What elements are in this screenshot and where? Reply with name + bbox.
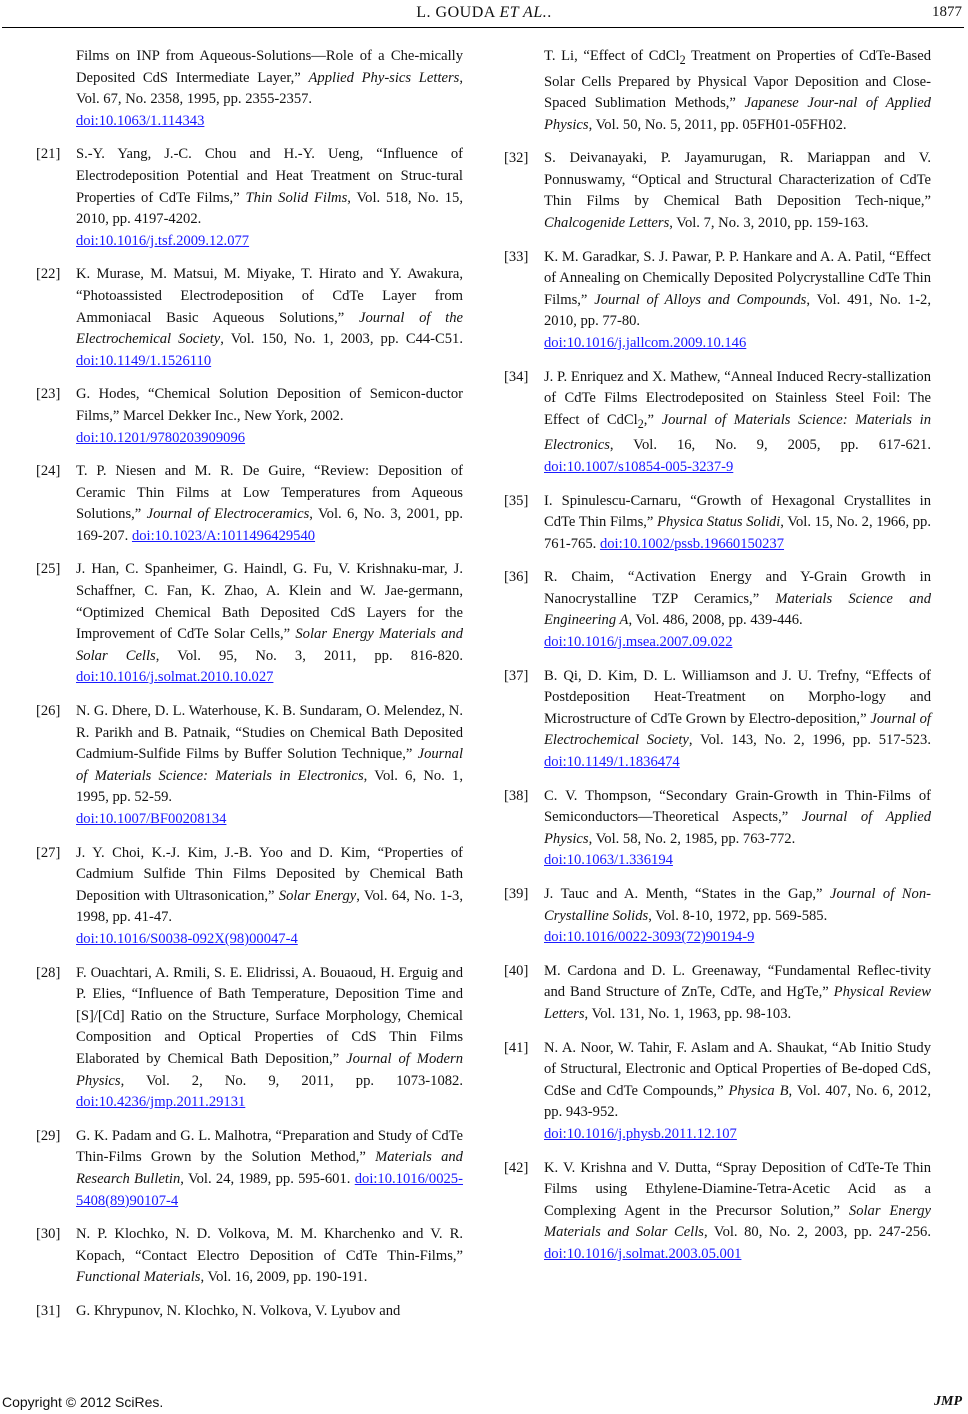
journal-name: Physica Status Solidi (657, 514, 781, 531)
journal-name: Solar Energy Materials and Solar Cells (76, 626, 463, 664)
journal-name: Materials and Research Bulletin (76, 1149, 463, 1187)
journal-name: Physical Review Letters (544, 984, 931, 1022)
journal-name: Journal of Modern Physics (76, 1050, 463, 1089)
reference-number: [39] (504, 886, 529, 902)
reference-item: [24] T. P. Niesen and M. R. De Guire, “Review: Deposition of Ceramic Thin Films at Low Temperatures from Aqueous Solutions,” Journal of Electroceramics, Vol. 6, No. 3, 2001, pp. 169-207. doi:10.1023/A:1011496429540 (36, 463, 463, 544)
reference-number: [25] (36, 561, 61, 578)
doi-link[interactable]: doi:10.1007/s10854-005-3237-9 (544, 458, 734, 475)
reference-number: [36] (504, 569, 529, 586)
right-column (504, 46, 931, 1278)
doi-link[interactable]: doi:10.1016/j.msea.2007.09.022 (544, 634, 733, 651)
running-head-et-al: ET AL. (499, 4, 548, 21)
reference-number: [26] (36, 703, 61, 720)
reference-item: [29] G. K. Padam and G. L. Malhotra, “Preparation and Study of CdTe Thin-Films Grown by the Solution Method,” Materials and Research Bulletin, Vol. 24, 1989, pp. 595-601. doi:10.1016/0025-5408(89)90107-4 (36, 1127, 463, 1209)
reference-number: [40] (504, 962, 529, 979)
reference-number: [42] (504, 1159, 529, 1176)
journal-name: Journal of Electrochemical Society (544, 710, 931, 749)
doi-link[interactable]: doi:10.1016/0022-3093(72)90194-9 (544, 929, 755, 946)
doi-link[interactable]: doi:10.1016/0025-5408(89)90107-4 (76, 1170, 463, 1209)
page-number: 1877 (932, 4, 962, 20)
reference-item: [36] R. Chaim, “Activation Energy and Y-Grain Growth in Nanocrystalline TZP Ceramics,” Materials Science and Engineering A, Vol. 486, 2008, pp. 439-446. doi:10.1016/j.msea.2007.09.022 (504, 569, 931, 651)
doi-link[interactable]: doi:10.1201/9780203909096 (76, 429, 246, 446)
reference-item: [27] J. Y. Choi, K.-J. Kim, J.-B. Yoo and D. Kim, “Properties of Cadmium Sulfide Thin Films Deposited by Chemical Bath Deposition with Ultrasonication,” Solar Energy, Vol. 64, No. 1-3, 1998, pp. 41-47. doi:10.1016/S0038-092X(98)00047-4 (36, 844, 463, 947)
reference-item: [23] G. Hodes, “Chemical Solution Deposition of Semicon-ductor Films,” Marcel Dekker Inc., New York, 2002. doi:10.1201/9780203909096 (36, 386, 463, 446)
reference-item: [21] S.-Y. Yang, J.-C. Chou and H.-Y. Ueng, “Influence of Electrodeposition Potential and Heat Treatment on Struc-tural Properties of CdTe Films,” Thin Solid Films, Vol. 518, No. 15, 2010, pp. 4197-4202. doi:10.1016/j.tsf.2009.12.077 (36, 146, 463, 249)
page-footer (0, 1394, 968, 1414)
journal-name: Journal of Materials Science: Materials in Electronics (544, 411, 932, 454)
reference-item: [25] J. Han, C. Spanheimer, G. Haindl, G. Fu, V. Krishnaku-mar, J. Schaffner, C. Fan, K. Zhao, A. Klein and W. Jae-germann, “Optimized Chemical Bath Deposited CdS Layers for the Improvement of CdTe Solar Cells,” Solar Energy Materials and Solar Cells, Vol. 95, No. 3, 2011, pp. 816-820. doi:10.1016/j.solmat.2010.10.027 (36, 561, 463, 686)
reference-item: [34] J. P. Enriquez and X. Mathew, “Anneal Induced Recry-stallization of CdTe Films Electrodeposited on Stainless Steel Foil: The Effect of CdCl$_2$,” Journal of Materials Science: Materials in Electronics, Vol. 16, No. 9, 2005, pp. 617-621. doi:10.1007/s10854-005-3237-9 (504, 368, 932, 475)
journal-name: Journal of Alloys and Compounds (594, 291, 807, 308)
doi-link[interactable]: doi:10.1016/S0038-092X(98)00047-4 (76, 930, 298, 947)
reference-number: [30] (36, 1226, 61, 1243)
reference-item: [28] F. Ouachtari, A. Rmili, S. E. Elidrissi, A. Bouaoud, H. Erguig and P. Elies, “Influence of Bath Temperature, Deposition Time and [S]/[Cd] Ratio on the Structure, Surface Morphology, Chemical Composition and Optical Properties of CdS Thin Films Elaborated by Chemical Bath Deposition,” Journal of Modern Physics, Vol. 2, No. 9, 2011, pp. 1073-1082. doi:10.4236/jmp.2011.29131 (36, 964, 463, 1111)
journal-name: Journal of Applied Physics (544, 809, 931, 847)
reference-item: [37] B. Qi, D. Kim, D. L. Williamson and J. U. Trefny, “Effects of Postdeposition Heat-Treatment on Morpho-logy and Microstructure of CdTe Grown by Electro-deposition,” Journal of Electrochemical Society, Vol. 143, No. 2, 1996, pp. 517-523. doi:10.1149/1.1836474 (504, 667, 932, 771)
reference-item: Films on INP from Aqueous-Solutions—Role of a Che-mically Deposited CdS Intermediate Layer,” Applied Phy-sics Letters, Vol. 67, No. 2358, 1995, pp. 2355-2357. doi:10.1063/1.114343 (76, 48, 463, 129)
doi-link[interactable]: doi:10.1063/1.336194 (544, 852, 673, 869)
reference-number: [37] (504, 667, 529, 684)
doi-link[interactable]: doi:10.1007/BF00208134 (76, 811, 227, 827)
reference-item: [26] N. G. Dhere, D. L. Waterhouse, K. B. Sundaram, O. Melendez, N. R. Parikh and B. Patnaik, “Studies on Chemical Bath Deposited Cadmium-Sulfide Films by Buffer Solution Technique,” Journal of Materials Science: Materials in Electronics, Vol. 6, No. 1, 1995, pp. 52-59. doi:10.1007/BF00208134 (36, 703, 463, 827)
reference-item: [35] I. Spinulescu-Carnaru, “Growth of Hexagonal Crystallites in CdTe Thin Films,” Physica Status Solidi, Vol. 15, No. 2, 1966, pp. 761-765. doi:10.1002/pssb.19660150237 (504, 492, 932, 552)
doi-link[interactable]: doi:10.1016/j.physb.2011.12.107 (544, 1125, 737, 1142)
doi-link[interactable]: doi:10.1149/1.1526110 (76, 352, 212, 369)
reference-item: [30] N. P. Klochko, N. D. Volkova, M. M. Kharchenko and V. R. Kopach, “Contact Electro Deposition of CdTe Thin-Films,” Functional Materials, Vol. 16, 2009, pp. 190-191. (36, 1226, 463, 1286)
journal-name: Applied Phy-sics Letters (308, 69, 460, 86)
reference-item: T. Li, “Effect of CdCl$_2$ Treatment on Properties of CdTe-Based Solar Cells Prepared by Physical Vapor Deposition and Close-Spaced Sublimation Methods,” Japanese Jour-nal of Applied Physics, Vol. 50, No. 5, 2011, pp. 05FH01-05FH02. (544, 48, 931, 133)
journal-name: Chalcogenide Letters (544, 215, 670, 232)
journal-code: JMP (934, 1394, 962, 1409)
reference-item: [31] G. Khrypunov, N. Klochko, N. Volkova, V. Lyubov and (36, 1301, 463, 1323)
journal-name: Solar Energy (278, 887, 357, 904)
reference-number: [41] (504, 1039, 529, 1056)
subscript: 2 (679, 52, 686, 67)
reference-number: [29] (36, 1127, 61, 1144)
doi-link[interactable]: doi:10.1016/j.jallcom.2009.10.146 (544, 335, 747, 352)
header-rule (2, 27, 964, 28)
doi-link[interactable]: doi:10.1002/pssb.19660150237 (599, 535, 785, 552)
left-column (36, 46, 463, 1334)
journal-name: Functional Materials (76, 1269, 201, 1286)
reference-number: [28] (36, 964, 61, 981)
reference-item: [33] K. M. Garadkar, S. J. Pawar, P. P. Hankare and A. A. Patil, “Effect of Annealing on Chemically Deposited Polycrystalline CdTe Thin Films,” Journal of Alloys and Compounds, Vol. 491, No. 1-2, 2010, pp. 77-80. doi:10.1016/j.jallcom.2009.10.146 (504, 248, 932, 352)
journal-name: Journal of Non-Crystalline Solids (544, 886, 931, 924)
reference-item: [38] C. V. Thompson, “Secondary Grain-Growth in Thin-Films of Semiconductors—Theoretical Aspects,” Journal of Applied Physics, Vol. 58, No. 2, 1985, pp. 763-772. doi:10.1063/1.336194 (504, 787, 931, 869)
reference-item: [40] M. Cardona and D. L. Greenaway, “Fundamental Reflec-tivity and Band Structure of ZnTe, CdTe, and HgTe,” Physical Review Letters, Vol. 131, No. 1, 1963, pp. 98-103. (504, 962, 931, 1022)
journal-name: Journal of Materials Science: Materials in Electronics (76, 746, 463, 784)
doi-link[interactable]: doi:10.4236/jmp.2011.29131 (76, 1094, 246, 1111)
reference-item: [42] K. V. Krishna and V. Dutta, “Spray Deposition of CdTe-Te Thin Films using Ethylene-Diamine-Tetra-Acetic Acid as a Complexing Agent in the Precursor Solution,” Solar Energy Materials and Solar Cells, Vol. 80, No. 2, 2003, pp. 247-256. doi:10.1016/j.solmat.2003.05.001 (504, 1159, 931, 1262)
running-head: L. GOUDA ET AL.. (416, 4, 552, 21)
doi-link[interactable]: doi:10.1023/A:1011496429540 (131, 527, 316, 544)
journal-name: Materials Science and Engineering A (544, 590, 931, 629)
doi-link[interactable]: doi:10.1063/1.114343 (76, 112, 205, 129)
reference-item: [39] J. Tauc and A. Menth, “States in the Gap,” Journal of Non-Crystalline Solids, Vol. 8-10, 1972, pp. 569-585. doi:10.1016/0022-3093(72)90194-9 (504, 886, 931, 946)
reference-item: [41] N. A. Noor, W. Tahir, F. Aslam and A. Shaukat, “Ab Initio Study of Structural, Electronic and Optical Properties of Be-doped CdS, CdSe and CdTe Compounds,” Physica B, Vol. 407, No. 6, 2012, pp. 943-952. doi:10.1016/j.physb.2011.12.107 (504, 1039, 932, 1142)
reference-number: [22] (36, 266, 61, 283)
reference-number: [23] (36, 386, 61, 403)
doi-link[interactable]: doi:10.1149/1.1836474 (544, 754, 680, 771)
copyright-notice: Copyright © 2012 SciRes. (2, 1394, 164, 1410)
reference-number: [32] (504, 150, 529, 167)
journal-name: Journal of the Electrochemical Society (76, 309, 463, 348)
reference-number: [27] (36, 844, 61, 861)
page-header (0, 0, 968, 30)
doi-link[interactable]: doi:10.1016/j.solmat.2010.10.027 (76, 669, 274, 686)
journal-name: Physica B (728, 1082, 789, 1099)
running-head-authors: L. GOUDA (416, 4, 495, 21)
doi-link[interactable]: doi:10.1016/j.solmat.2003.05.001 (544, 1245, 742, 1262)
reference-number: [34] (504, 368, 529, 385)
journal-name: Thin Solid Films (245, 189, 348, 206)
reference-number: [31] (36, 1302, 61, 1319)
reference-number: [24] (36, 463, 61, 480)
subscript: 2 (637, 416, 644, 431)
reference-number: [21] (36, 146, 61, 163)
reference-number: [33] (504, 248, 529, 265)
reference-number: [38] (504, 787, 529, 804)
doi-link[interactable]: doi:10.1016/j.tsf.2009.12.077 (76, 232, 250, 249)
journal-name: Japanese Jour-nal of Applied Physics (544, 95, 931, 133)
journal-name: Journal of Electroceramics (146, 506, 310, 523)
journal-name: Solar Energy Materials and Solar Cells (544, 1202, 931, 1241)
reference-number: [35] (504, 492, 529, 509)
reference-item: [22] K. Murase, M. Matsui, M. Miyake, T. Hirato and Y. Awakura, “Photoassisted Electrodeposition of CdTe Layer from Ammoniacal Basic Aqueous Solutions,” Journal of the Electrochemical Society, Vol. 150, No. 1, 2003, pp. C44-C51. doi:10.1149/1.1526110 (36, 266, 464, 369)
reference-item: [32] S. Deivanayaki, P. Jayamurugan, R. Mariappan and V. Ponnuswamy, “Optical and Structural Characterization of CdTe Thin Films by Chemical Bath Deposition Tech-nique,” Chalcogenide Letters, Vol. 7, No. 3, 2010, pp. 159-163. (504, 150, 931, 232)
